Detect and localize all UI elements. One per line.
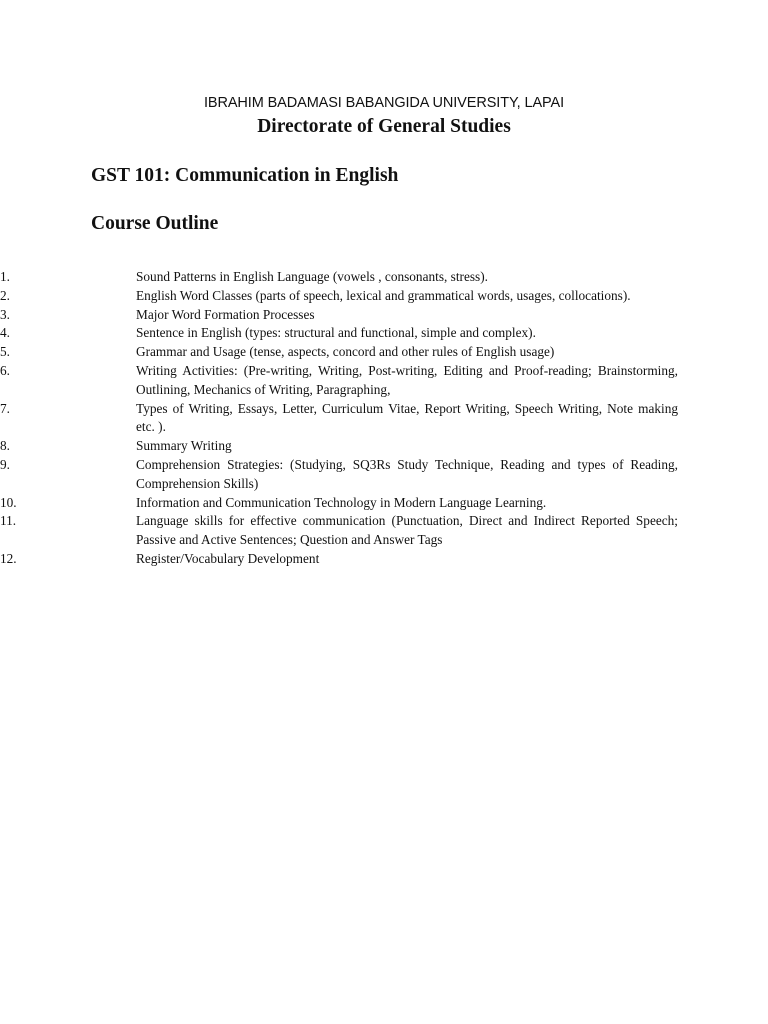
- university-name: IBRAHIM BADAMASI BABANGIDA UNIVERSITY, LAPAI: [203, 95, 565, 111]
- outline-item-number: 9.: [0, 456, 10, 472]
- outline-item-number: 12.: [0, 550, 17, 566]
- outline-item-text: Language skills for effective communication (Punctuation, Direct and Indirect Reported Speech; Passive and Active Sentences; Question and Answer Tags: [136, 513, 678, 548]
- outline-item-text: Types of Writing, Essays, Letter, Curriculum Vitae, Report Writing, Speech Writing, Note making etc. ).: [136, 400, 678, 435]
- outline-item: [0, 494, 678, 513]
- outline-item: [0, 456, 678, 494]
- outline-item-number: 10.: [0, 494, 17, 510]
- outline-item-text: Comprehension Strategies: (Studying, SQ3Rs Study Technique, Reading and types of Reading, Comprehension Skills): [136, 456, 678, 491]
- outline-item-text: Information and Communication Technology in Modern Language Learning.: [136, 494, 547, 510]
- outline-item: [0, 343, 678, 362]
- outline-item-text: Grammar and Usage (tense, aspects, concord and other rules of English usage): [136, 344, 555, 360]
- outline-item: [0, 400, 678, 438]
- outline-item-number: 3.: [0, 306, 10, 322]
- outline-item-number: 8.: [0, 438, 10, 454]
- outline-item-number: 5.: [0, 344, 10, 360]
- outline-item-text: Major Word Formation Processes: [136, 306, 315, 322]
- outline-item: [0, 324, 678, 343]
- outline-item-number: 7.: [0, 400, 10, 416]
- outline-item: [0, 550, 678, 569]
- outline-item-text: Register/Vocabulary Development: [136, 550, 320, 566]
- outline-heading: Course Outline: [91, 213, 219, 234]
- outline-item-number: 11.: [0, 513, 17, 529]
- outline-item: [0, 512, 678, 550]
- outline-item-text: English Word Classes (parts of speech, lexical and grammatical words, usages, collocations).: [136, 287, 631, 303]
- outline-item-text: Sentence in English (types: structural and functional, simple and complex).: [136, 325, 536, 341]
- outline-item-text: Summary Writing: [136, 438, 232, 454]
- outline-item: [0, 268, 678, 287]
- outline-item-text: Sound Patterns in English Language (vowels , consonants, stress).: [136, 269, 488, 284]
- course-title: GST 101: Communication in English: [91, 165, 399, 186]
- directorate-title: Directorate of General Studies: [257, 116, 511, 137]
- outline-item-number: 2.: [0, 287, 10, 303]
- outline-item: [0, 287, 678, 306]
- outline-item-text: Writing Activities: (Pre-writing, Writing, Post-writing, Editing and Proof-reading; Brainstorming, Outlining, Mechanics of Writing, Paragraphing,: [136, 362, 678, 397]
- outline-item-number: 1.: [0, 269, 10, 284]
- outline-item: [0, 362, 678, 400]
- outline-item: [0, 306, 678, 325]
- outline-item: [0, 437, 678, 456]
- outline-item-number: 6.: [0, 362, 10, 378]
- course-outline-list: [0, 268, 768, 569]
- outline-item-number: 4.: [0, 325, 10, 341]
